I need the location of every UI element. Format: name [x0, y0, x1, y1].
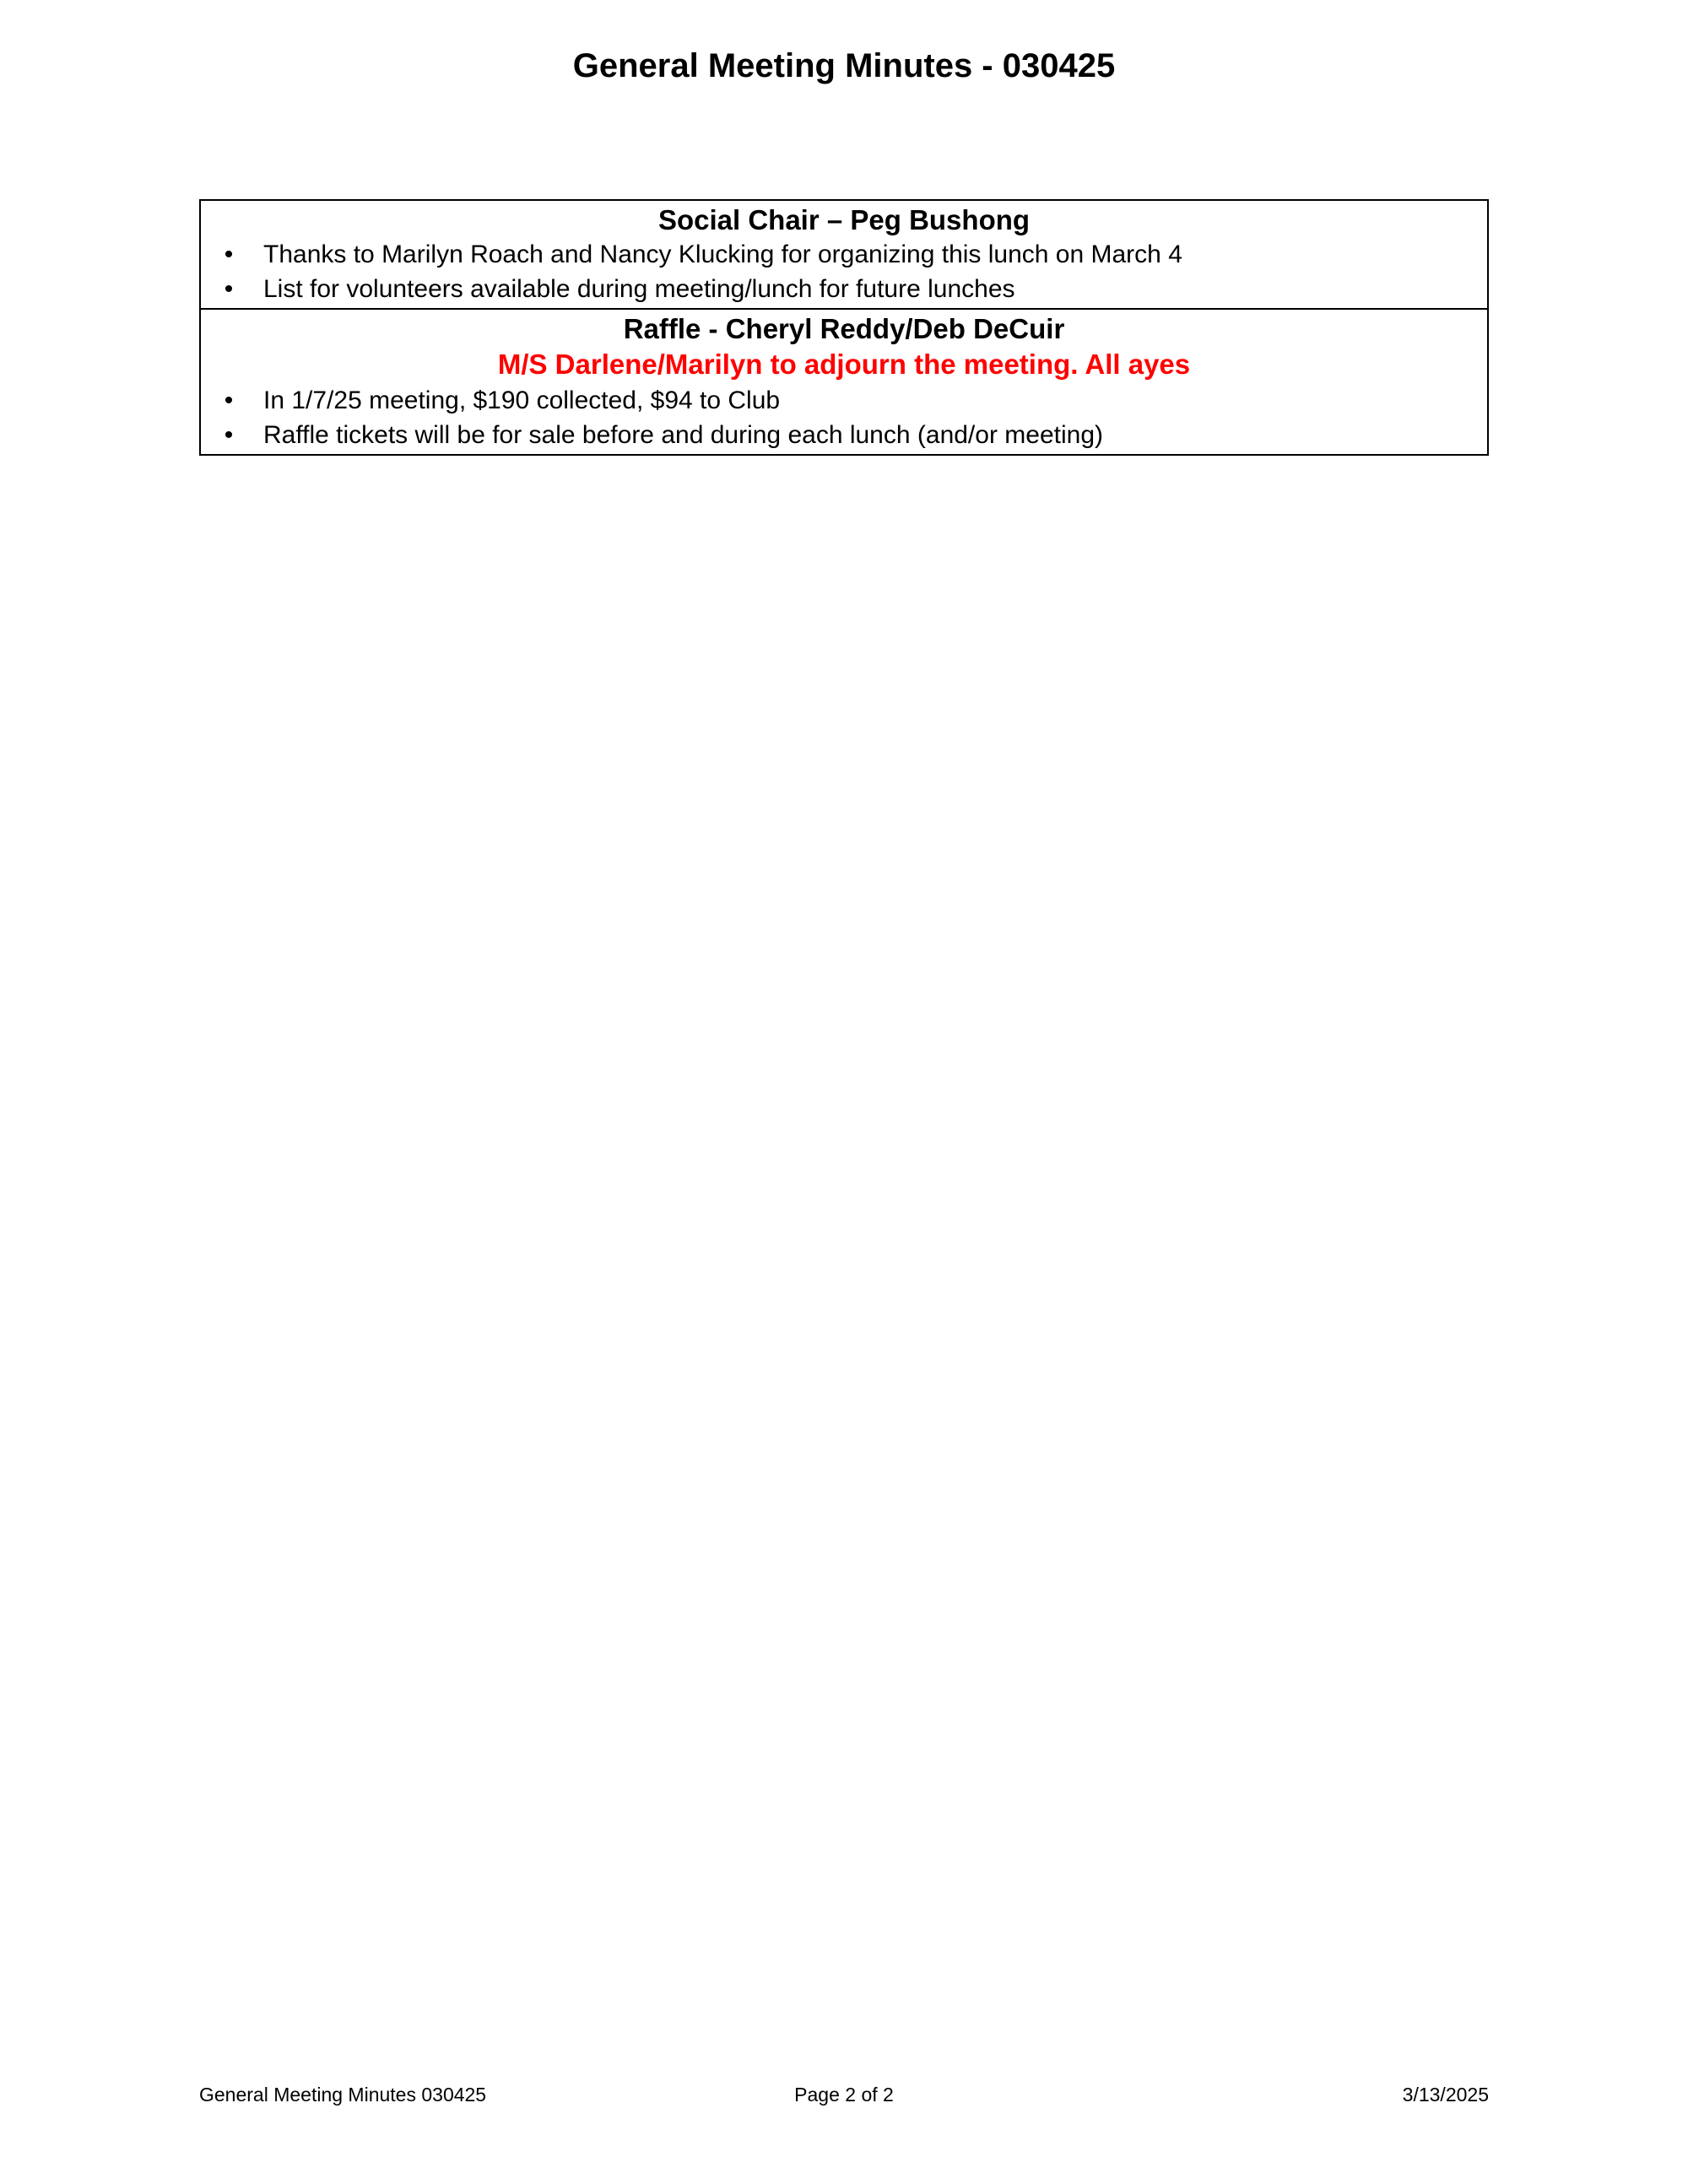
- section-raffle: [201, 308, 1487, 454]
- list-item: [201, 383, 1487, 418]
- section-heading: Raffle - Cheryl Reddy/Deb DeCuir: [623, 313, 1065, 344]
- bullet-list: [201, 383, 1487, 452]
- bullet-icon: •: [224, 241, 234, 268]
- footer-page-number: Page 2 of 2: [794, 2084, 894, 2106]
- list-item-text: Thanks to Marilyn Roach and Nancy Klucking for organizing this lunch on March 4: [263, 241, 1182, 268]
- section-heading: Social Chair – Peg Bushong: [657, 204, 1031, 235]
- list-item: [201, 418, 1487, 452]
- minutes-table: [199, 199, 1489, 456]
- footer-date: 3/13/2025: [1402, 2084, 1489, 2106]
- list-item: [201, 272, 1487, 306]
- page-title: General Meeting Minutes - 030425: [572, 47, 1116, 84]
- section-social-chair: [201, 201, 1487, 308]
- list-item-text: List for volunteers available during meeting/lunch for future lunches: [263, 275, 1015, 303]
- list-item: [201, 237, 1487, 272]
- footer-document-name: General Meeting Minutes 030425: [199, 2084, 487, 2106]
- list-item-text: Raffle tickets will be for sale before and during each lunch (and/or meeting): [263, 421, 1103, 449]
- bullet-icon: •: [224, 387, 234, 414]
- bullet-list: [201, 237, 1487, 306]
- bullet-icon: •: [224, 421, 234, 449]
- motion-text: M/S Darlene/Marilyn to adjourn the meeting. All ayes: [497, 349, 1191, 380]
- list-item-text: In 1/7/25 meeting, $190 collected, $94 to Club: [263, 387, 781, 414]
- page-footer: [199, 2079, 1489, 2110]
- bullet-icon: •: [224, 275, 234, 303]
